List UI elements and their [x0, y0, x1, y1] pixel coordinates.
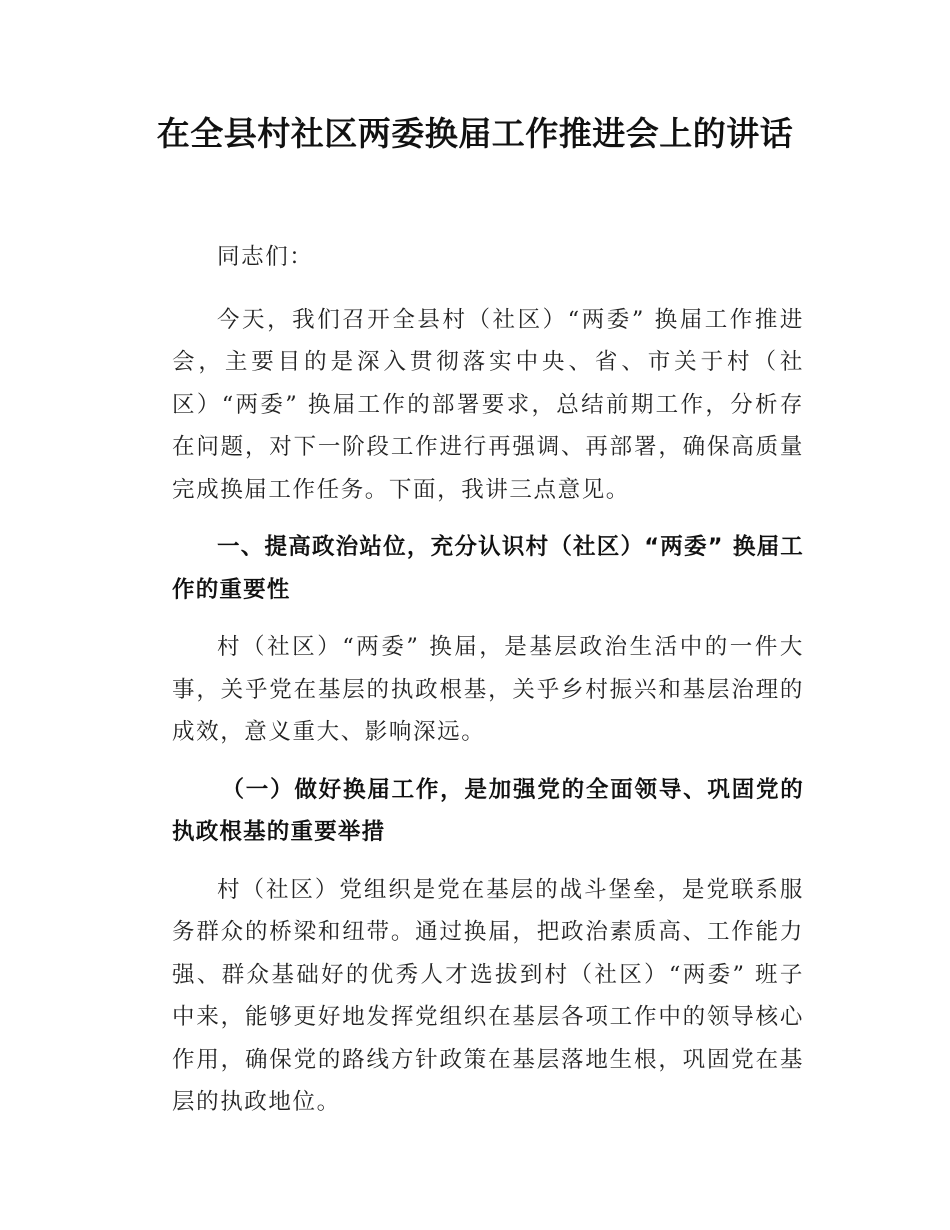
subsection-1-heading: （一）做好换届工作，是加强党的全面领导、巩固党的执政根基的重要举措	[172, 776, 804, 845]
subsection-1-paragraph: 村（社区）党组织是党在基层的战斗堡垒，是党联系服务群众的桥梁和纽带。通过换届，把政治素质高、工作能力强、群众基础好的优秀人才选拔到村（社区）“两委” 班子中来，能够更好地发挥党组织在基层各项工作中的领导核心作用，确保党的路线方针政策在基层落地生根，巩固党在基层的执政地位。	[172, 876, 804, 1115]
document-body	[172, 236, 804, 1124]
intro-paragraph: 今天，我们召开全县村（社区）“两委” 换届工作推进会，主要目的是深入贯彻落实中央、省、市关于村（社区）“两委” 换届工作的部署要求，总结前期工作，分析存在问题，对下一阶段工作进行再强调、再部署，确保高质量完成换届工作任务。下面，我讲三点意见。	[172, 306, 804, 503]
salutation: 同志们：	[217, 244, 314, 270]
document-title: 在全县村社区两委换届工作推进会上的讲话	[156, 114, 794, 153]
section-1-heading: 一、提高政治站位，充分认识村（社区）“两委” 换届工作的重要性	[172, 534, 804, 603]
section-1-paragraph: 村（社区）“两委” 换届，是基层政治生活中的一件大事，关乎党在基层的执政根基，关乎乡村振兴和基层治理的成效，意义重大、影响深远。	[172, 634, 804, 745]
